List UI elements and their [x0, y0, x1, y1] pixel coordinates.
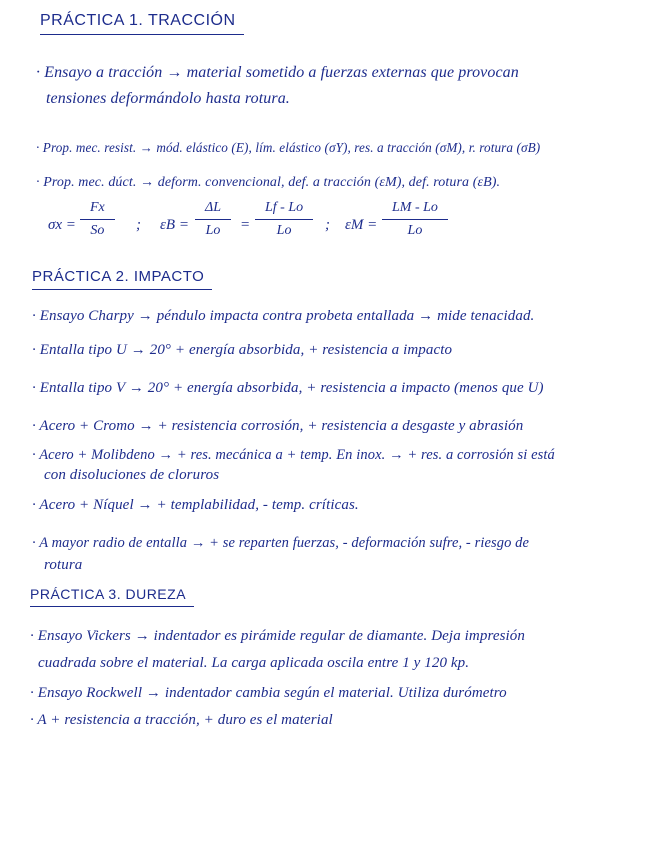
separator: ; — [325, 217, 330, 233]
fraction — [80, 200, 115, 239]
text-line: con disoluciones de cloruros — [44, 467, 220, 483]
text-line: · Ensayo Vickers → indentador es pirámide regular de diamante. Deja impresión — [30, 628, 525, 644]
separator: ; — [136, 217, 141, 233]
text-line: · Ensayo a tracción → material sometido a fuerzas externas que provocan — [36, 64, 519, 81]
section-title-practica-3: PRÁCTICA 3. DUREZA — [30, 586, 194, 607]
formula-lhs: εB = — [160, 217, 189, 233]
formula-lhs: εM = — [345, 217, 378, 233]
fraction — [382, 200, 448, 239]
text-line: · Prop. mec. dúct. → deform. convencional, def. a tracción (εM), def. rotura (εB). — [36, 175, 501, 190]
text-line: rotura — [44, 557, 83, 573]
denominator: Lo — [276, 223, 292, 238]
formula-lhs: σx = — [48, 217, 76, 233]
numerator: ΔL — [195, 200, 231, 220]
text-line: · Entalla tipo V → 20° + energía absorbida, + resistencia a impacto (menos que U) — [32, 380, 544, 396]
text-line: cuadrada sobre el material. La carga aplicada oscila entre 1 y 120 kp. — [38, 655, 470, 671]
text-line: · Acero + Níquel → + templabilidad, - temp. críticas. — [32, 497, 359, 513]
fraction — [255, 200, 313, 239]
equals: = — [240, 217, 251, 233]
numerator: Fx — [80, 200, 115, 220]
text-line: · Ensayo Rockwell → indentador cambia según el material. Utiliza durómetro — [30, 685, 507, 701]
fraction — [195, 200, 231, 239]
text-line: · Acero + Molibdeno → + res. mecánica a + temp. En inox. → + res. a corrosión si está — [32, 447, 555, 463]
section-title-practica-1: PRÁCTICA 1. TRACCIÓN — [40, 12, 244, 35]
text-line: · Acero + Cromo → + resistencia corrosión, + resistencia a desgaste y abrasión — [32, 418, 524, 434]
text-line: tensiones deformándolo hasta rotura. — [46, 90, 290, 107]
text-line: · Prop. mec. resist. → mód. elástico (E), lím. elástico (σY), res. a tracción (σM), r. rotura (σB) — [36, 140, 541, 155]
text-line: · Entalla tipo U → 20° + energía absorbida, + resistencia a impacto — [32, 342, 453, 358]
denominator: So — [90, 223, 105, 238]
denominator: Lo — [205, 223, 221, 238]
section-title-practica-2: PRÁCTICA 2. IMPACTO — [32, 268, 212, 290]
denominator: Lo — [407, 223, 423, 238]
text-line: · A + resistencia a tracción, + duro es el material — [30, 712, 333, 728]
numerator: LM - Lo — [382, 200, 448, 220]
numerator: Lf - Lo — [255, 200, 313, 220]
text-line: · A mayor radio de entalla → + se reparten fuerzas, - deformación sufre, - riesgo de — [32, 535, 530, 551]
text-line: · Ensayo Charpy → péndulo impacta contra probeta entallada → mide tenacidad. — [32, 308, 535, 324]
